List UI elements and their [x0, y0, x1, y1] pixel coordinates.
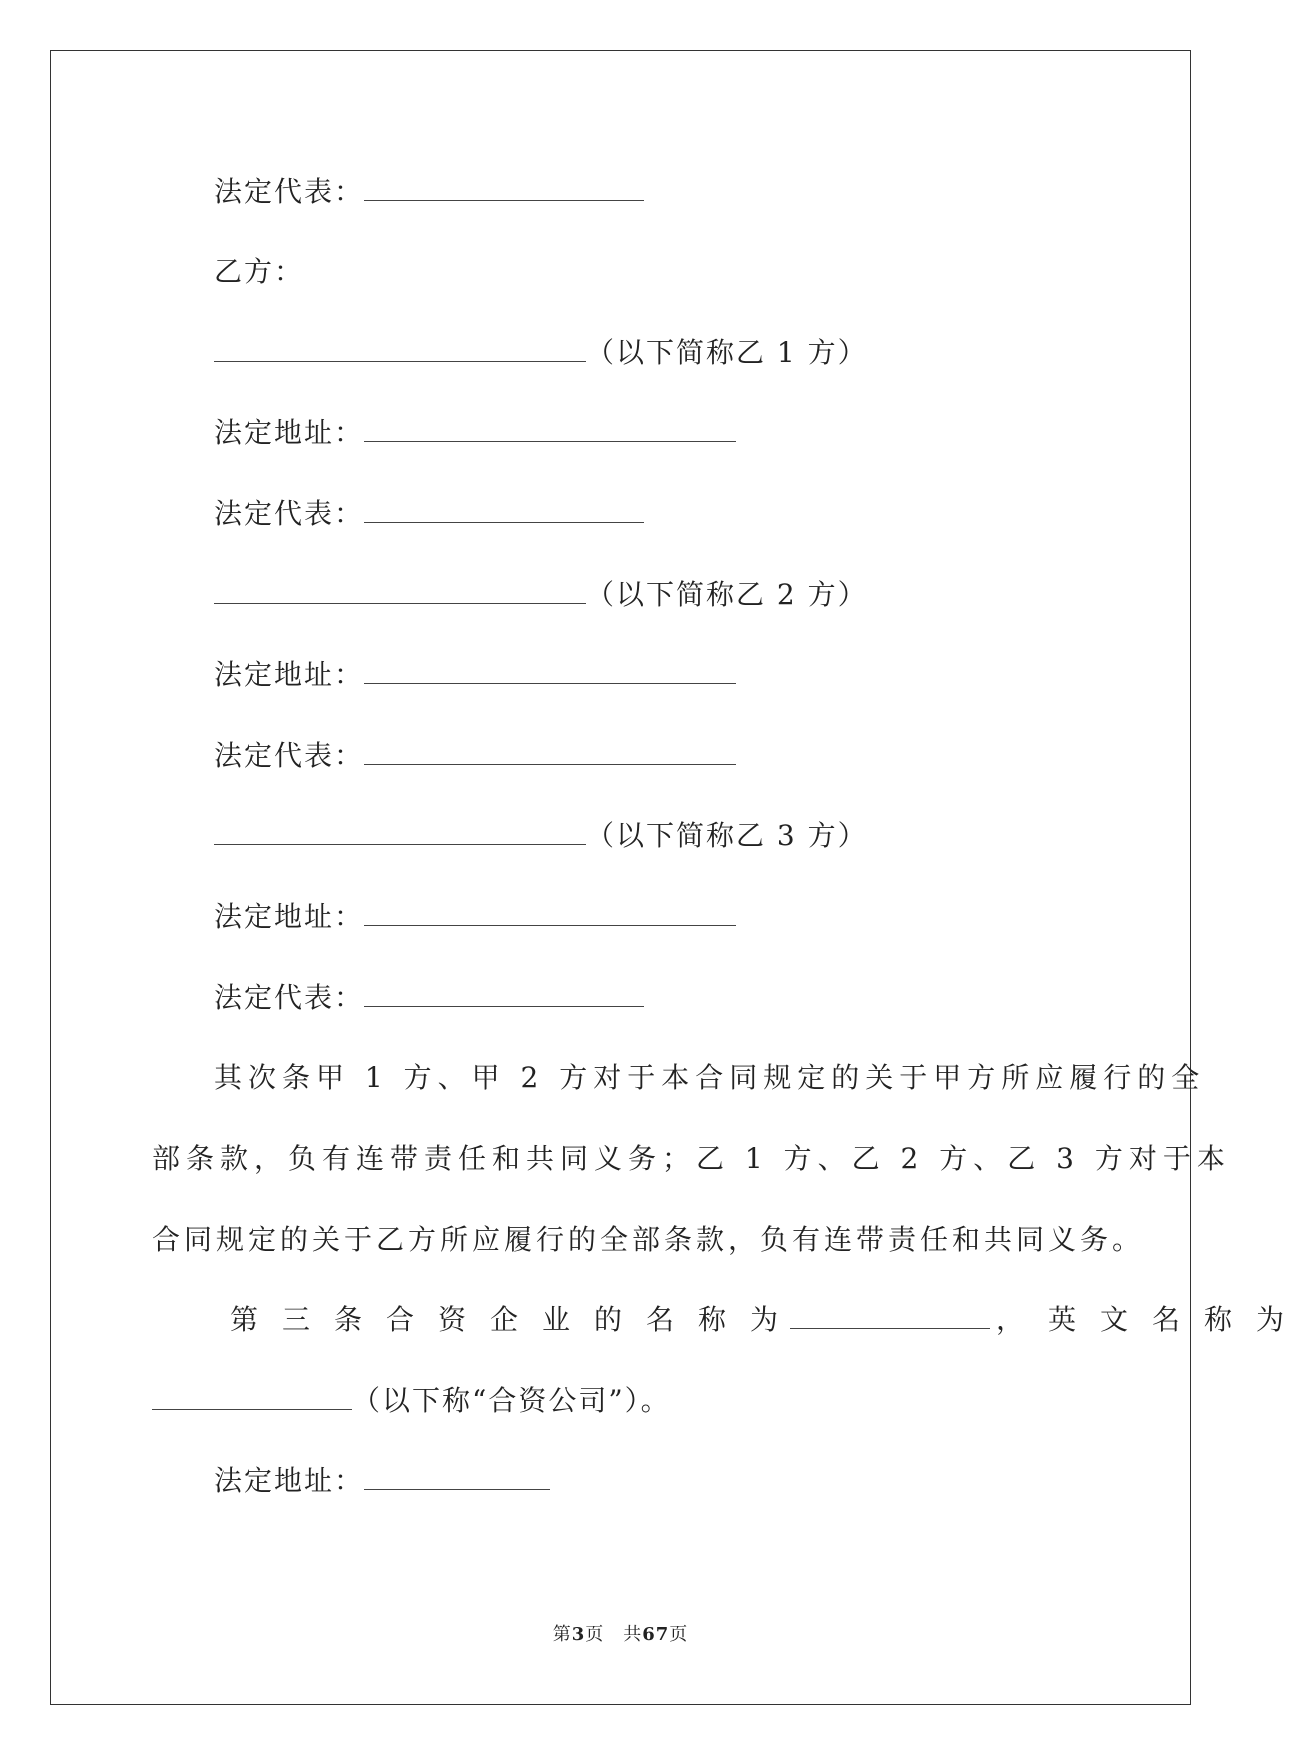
label-legal-rep: 法定代表： — [214, 175, 365, 208]
paragraph-text: 其次条甲 1 方、甲 2 方对于本合同规定的关于甲方所应履行的全 — [214, 1061, 1206, 1094]
paragraph-text: （以下称“合资公司”）。 — [352, 1384, 671, 1417]
current-page-number: 3 — [571, 1624, 586, 1645]
blank-field[interactable] — [364, 496, 644, 523]
label-party-b1: （以下简称乙 1 方） — [586, 336, 868, 369]
blank-field[interactable] — [364, 738, 736, 765]
blank-field[interactable] — [364, 174, 644, 201]
article-2-line-1 — [214, 1060, 1205, 1096]
paragraph-text: 合同规定的关于乙方所应履行的全部条款，负有连带责任和共同义务。 — [152, 1223, 1145, 1256]
party-b1-name-line — [214, 335, 868, 371]
page-border — [50, 50, 1191, 1705]
label-legal-address: 法定地址： — [214, 900, 365, 933]
article-3-line-1 — [230, 1302, 1308, 1338]
article-3-line-2 — [152, 1383, 671, 1419]
paragraph-text: 部条款，负有连带责任和共同义务；乙 1 方、乙 2 方、乙 3 方对于本 — [152, 1142, 1231, 1175]
total-page-count: 67 — [642, 1624, 670, 1645]
party-b3-name-line — [214, 818, 868, 854]
legal-rep-line-2 — [214, 496, 644, 532]
blank-field[interactable] — [364, 657, 736, 684]
paragraph-text: 第三条合资企业的名称为 — [230, 1303, 803, 1336]
article-2-line-2 — [152, 1141, 1231, 1177]
blank-field[interactable] — [152, 1383, 352, 1410]
label-legal-rep: 法定代表： — [214, 739, 365, 772]
legal-address-line-3 — [214, 899, 736, 935]
article-2-line-3 — [152, 1222, 1144, 1258]
label-legal-address: 法定地址： — [214, 1464, 365, 1497]
blank-field[interactable] — [364, 1463, 550, 1490]
blank-field[interactable] — [790, 1302, 990, 1329]
legal-address-line-4 — [214, 1463, 550, 1499]
party-b2-name-line — [214, 577, 868, 613]
label-legal-address: 法定地址： — [214, 658, 365, 691]
legal-address-line-1 — [214, 415, 736, 451]
blank-field[interactable] — [214, 818, 586, 845]
label-legal-rep: 法定代表： — [214, 497, 365, 530]
blank-field[interactable] — [364, 899, 736, 926]
label-legal-rep: 法定代表： — [214, 981, 365, 1014]
label-party-b2: （以下简称乙 2 方） — [586, 578, 868, 611]
blank-field[interactable] — [364, 415, 736, 442]
label-legal-address: 法定地址： — [214, 416, 365, 449]
party-b-heading — [214, 254, 304, 290]
legal-rep-line-1 — [214, 174, 644, 210]
blank-field[interactable] — [364, 980, 644, 1007]
legal-rep-line-3 — [214, 738, 736, 774]
paragraph-text: ，英文名称为 — [996, 1303, 1308, 1336]
blank-field[interactable] — [214, 577, 586, 604]
label-party-b: 乙方： — [214, 255, 305, 288]
label-party-b3: （以下简称乙 3 方） — [586, 819, 868, 852]
legal-address-line-2 — [214, 657, 736, 693]
footer-text: 页 — [669, 1624, 689, 1645]
footer-text: 页 共 — [585, 1624, 643, 1645]
footer-text: 第 — [552, 1624, 572, 1645]
page-footer — [0, 1620, 1241, 1646]
blank-field[interactable] — [214, 335, 586, 362]
legal-rep-line-4 — [214, 980, 644, 1016]
